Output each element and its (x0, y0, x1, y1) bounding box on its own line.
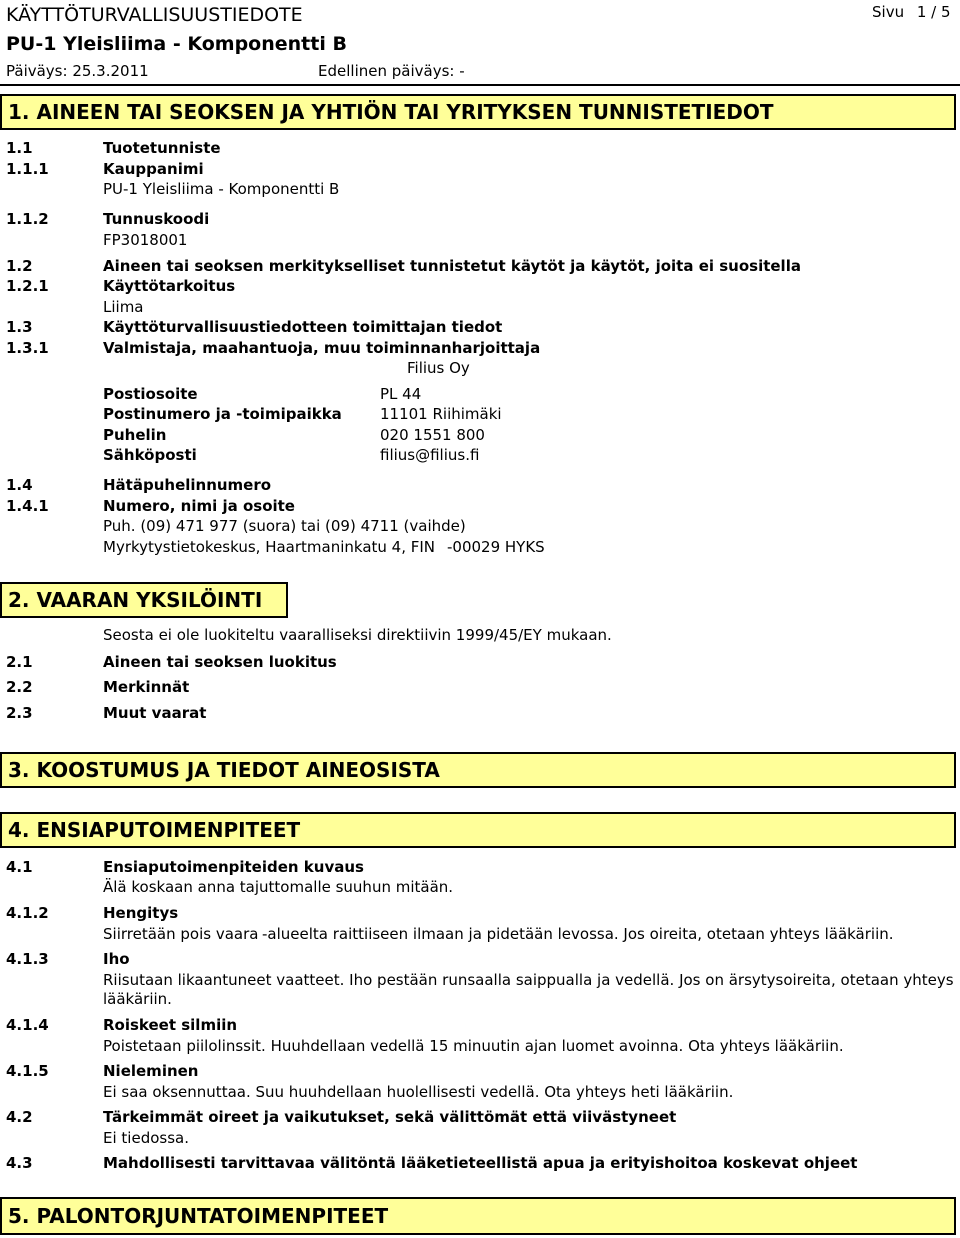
row-label: Roiskeet silmiin (103, 1016, 238, 1034)
row-label: Ensiaputoimenpiteiden kuvaus (103, 858, 364, 876)
contact-key: Postiosoite (103, 385, 198, 403)
row-label: Käyttötarkoitus (103, 277, 236, 295)
row-number: 1.1 (6, 139, 33, 157)
row-label: Käyttöturvallisuustiedotteen toimittajan tiedot (103, 318, 503, 336)
poison-center-postcode: -00029 HYKS (447, 538, 545, 556)
page-indicator (872, 3, 951, 21)
intended-use-value: Liima (103, 298, 144, 316)
row-label: Aineen tai seoksen merkitykselliset tunnistetut käytöt ja käytöt, joita ei suositella (103, 257, 801, 275)
previous-date: Edellinen päiväys: - (318, 62, 465, 80)
row-label: Numero, nimi ja osoite (103, 497, 295, 515)
contact-value: 020 1551 800 (380, 426, 485, 444)
section-5-title: 5. PALONTORJUNTATOIMENPITEET (8, 1204, 389, 1228)
page-number: 1 / 5 (916, 3, 951, 21)
row-label: Aineen tai seoksen luokitus (103, 653, 337, 671)
row-number: 4.1.5 (6, 1062, 49, 1080)
row-number: 1.4 (6, 476, 33, 494)
row-number: 2.2 (6, 678, 33, 696)
row-number: 4.1.2 (6, 904, 49, 922)
row-label: Tunnuskoodi (103, 210, 210, 228)
row-label: Tuotetunniste (103, 139, 221, 157)
row-text: Älä koskaan anna tajuttomalle suuhun mitään. (103, 878, 454, 896)
row-text: Poistetaan piilolinssit. Huuhdellaan vedellä 15 minuutin ajan luomet avoinna. Ota yhteys lääkäriin. (103, 1037, 844, 1055)
contact-key: Puhelin (103, 426, 167, 444)
row-number: 2.1 (6, 653, 33, 671)
contact-value: 11101 Riihimäki (380, 405, 502, 423)
row-number: 2.3 (6, 704, 33, 722)
product-code-value: FP3018001 (103, 231, 188, 249)
section-2-header (0, 582, 288, 618)
row-text: Riisutaan likaantuneet vaatteet. Iho pestään runsaalla saippualla ja vedellä. Jos on ärsytysoireita, otetaan yhteys (103, 971, 954, 989)
document-type: KÄYTTÖTURVALLISUUSTIEDOTE (6, 4, 303, 26)
row-label: Hengitys (103, 904, 179, 922)
issue-date: Päiväys: 25.3.2011 (6, 62, 149, 80)
trade-name-value: PU-1 Yleisliima - Komponentti B (103, 180, 340, 198)
section-4-title: 4. ENSIAPUTOIMENPITEET (8, 818, 301, 842)
email-link[interactable]: filius@filius.fi (380, 446, 480, 464)
section-1-header (0, 94, 956, 130)
row-number: 1.1.2 (6, 210, 49, 228)
row-label: Muut vaarat (103, 704, 207, 722)
row-text: -alueelta raittiiseen ilmaan ja pidetään levossa. Jos oireita, otetaan yhteys lääkäriin. (262, 925, 894, 943)
row-number: 4.1.3 (6, 950, 49, 968)
row-number: 1.2.1 (6, 277, 49, 295)
row-label: Hätäpuhelinnumero (103, 476, 272, 494)
company-name: Filius Oy (407, 359, 470, 377)
row-label: Valmistaja, maahantuoja, muu toiminnanharjoittaja (103, 339, 541, 357)
row-label: Merkinnät (103, 678, 190, 696)
row-number: 4.3 (6, 1154, 33, 1172)
row-text: Siirretään pois vaara (103, 925, 259, 943)
row-number: 4.1.4 (6, 1016, 49, 1034)
row-label: Tärkeimmät oireet ja vaikutukset, sekä välittömät että viivästyneet (103, 1108, 677, 1126)
section-4-header (0, 812, 956, 848)
contact-key: Sähköposti (103, 446, 197, 464)
row-number: 1.2 (6, 257, 33, 275)
section-1-title: 1. AINEEN TAI SEOKSEN JA YHTIÖN TAI YRITYKSEN TUNNISTETIEDOT (8, 100, 774, 124)
row-label: Iho (103, 950, 130, 968)
poison-center-address: Myrkytystietokeskus, Haartmaninkatu 4, FIN (103, 538, 436, 556)
row-text: Ei tiedossa. (103, 1129, 189, 1147)
row-number: 4.2 (6, 1108, 33, 1126)
row-label: Nieleminen (103, 1062, 199, 1080)
section-2-title: 2. VAARAN YKSILÖINTI (8, 588, 263, 612)
row-number: 1.3.1 (6, 339, 49, 357)
row-label: Mahdollisesti tarvittavaa välitöntä lääketieteellistä apua ja erityishoitoa koskevat ohjeet (103, 1154, 858, 1172)
product-name: PU-1 Yleisliima - Komponentti B (6, 33, 347, 55)
emergency-phone: Puh. (09) 471 977 (suora) tai (09) 4711 (vaihde) (103, 517, 466, 535)
section-5-header (0, 1197, 956, 1235)
row-number: 1.4.1 (6, 497, 49, 515)
row-text: lääkäriin. (103, 990, 172, 1008)
row-text: Ei saa oksennuttaa. Suu huuhdellaan huolellisesti vedellä. Ota yhteys heti lääkäriin. (103, 1083, 734, 1101)
page-label: Sivu (872, 3, 905, 21)
row-label: Kauppanimi (103, 160, 204, 178)
row-number: 1.3 (6, 318, 33, 336)
row-number: 1.1.1 (6, 160, 49, 178)
section-3-header (0, 752, 956, 788)
header-rule (0, 84, 960, 86)
row-number: 4.1 (6, 858, 33, 876)
classification-note: Seosta ei ole luokiteltu vaaralliseksi direktiivin 1999/45/EY mukaan. (103, 626, 612, 644)
section-3-title: 3. KOOSTUMUS JA TIEDOT AINEOSISTA (8, 758, 440, 782)
contact-key: Postinumero ja -toimipaikka (103, 405, 342, 423)
contact-value: PL 44 (380, 385, 422, 403)
